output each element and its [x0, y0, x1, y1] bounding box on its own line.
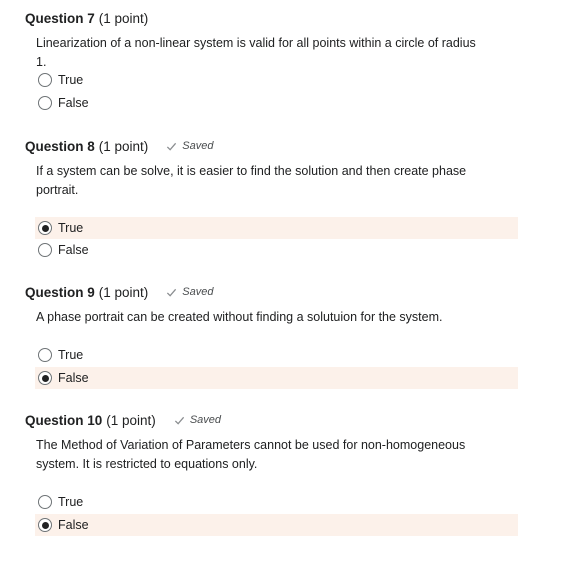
radio-button[interactable] — [38, 243, 52, 257]
option-false[interactable] — [35, 514, 518, 536]
radio-button[interactable] — [38, 73, 52, 87]
option-false[interactable] — [35, 92, 518, 114]
question-text: The Method of Variation of Parameters cannot be used for non-homogeneous system. It is restricted to equations only. — [36, 438, 466, 471]
question-text: A phase portrait can be created without finding a solutuion for the system. — [36, 310, 443, 324]
question-title: Question 7 — [25, 10, 95, 26]
question-points: (1 point) — [106, 412, 156, 428]
question-points: (1 point) — [98, 284, 149, 300]
radio-button[interactable] — [38, 221, 52, 235]
option-label: True — [58, 495, 84, 509]
saved-status — [166, 140, 213, 152]
question-title: Question 10 — [25, 412, 103, 428]
option-label: True — [58, 221, 84, 235]
question-points: (1 point) — [98, 10, 149, 26]
saved-label: Saved — [182, 140, 214, 152]
question-header — [25, 136, 214, 156]
radio-button[interactable] — [38, 96, 52, 110]
question-text: If a system can be solve, it is easier to find the solution and then create phase portrait. — [36, 164, 467, 197]
question-header — [25, 410, 221, 430]
option-true[interactable] — [35, 344, 518, 366]
option-true[interactable] — [35, 217, 518, 239]
saved-label: Saved — [182, 286, 214, 298]
option-label: True — [58, 73, 84, 87]
option-true[interactable] — [35, 69, 518, 91]
question-header — [25, 282, 214, 302]
saved-label: Saved — [189, 414, 222, 426]
radio-button[interactable] — [38, 371, 52, 385]
question-title: Question 8 — [25, 138, 95, 154]
saved-status — [174, 414, 221, 426]
question-points: (1 point) — [98, 138, 149, 154]
radio-button[interactable] — [38, 348, 52, 362]
option-false[interactable] — [35, 367, 518, 389]
question-header — [25, 8, 148, 28]
saved-status — [166, 286, 213, 298]
option-label: True — [58, 348, 84, 362]
checkmark-icon — [166, 141, 177, 152]
option-label: False — [58, 243, 89, 257]
radio-button[interactable] — [38, 495, 52, 509]
question-title: Question 9 — [25, 284, 95, 300]
option-label: False — [58, 518, 89, 532]
radio-button[interactable] — [38, 518, 52, 532]
option-label: False — [58, 371, 89, 385]
checkmark-icon — [166, 287, 177, 298]
option-false[interactable] — [35, 239, 518, 261]
checkmark-icon — [174, 415, 185, 426]
option-true[interactable] — [35, 491, 518, 513]
question-text: Linearization of a non-linear system is valid for all points within a circle of radius 1. — [36, 36, 476, 69]
option-label: False — [58, 96, 89, 110]
